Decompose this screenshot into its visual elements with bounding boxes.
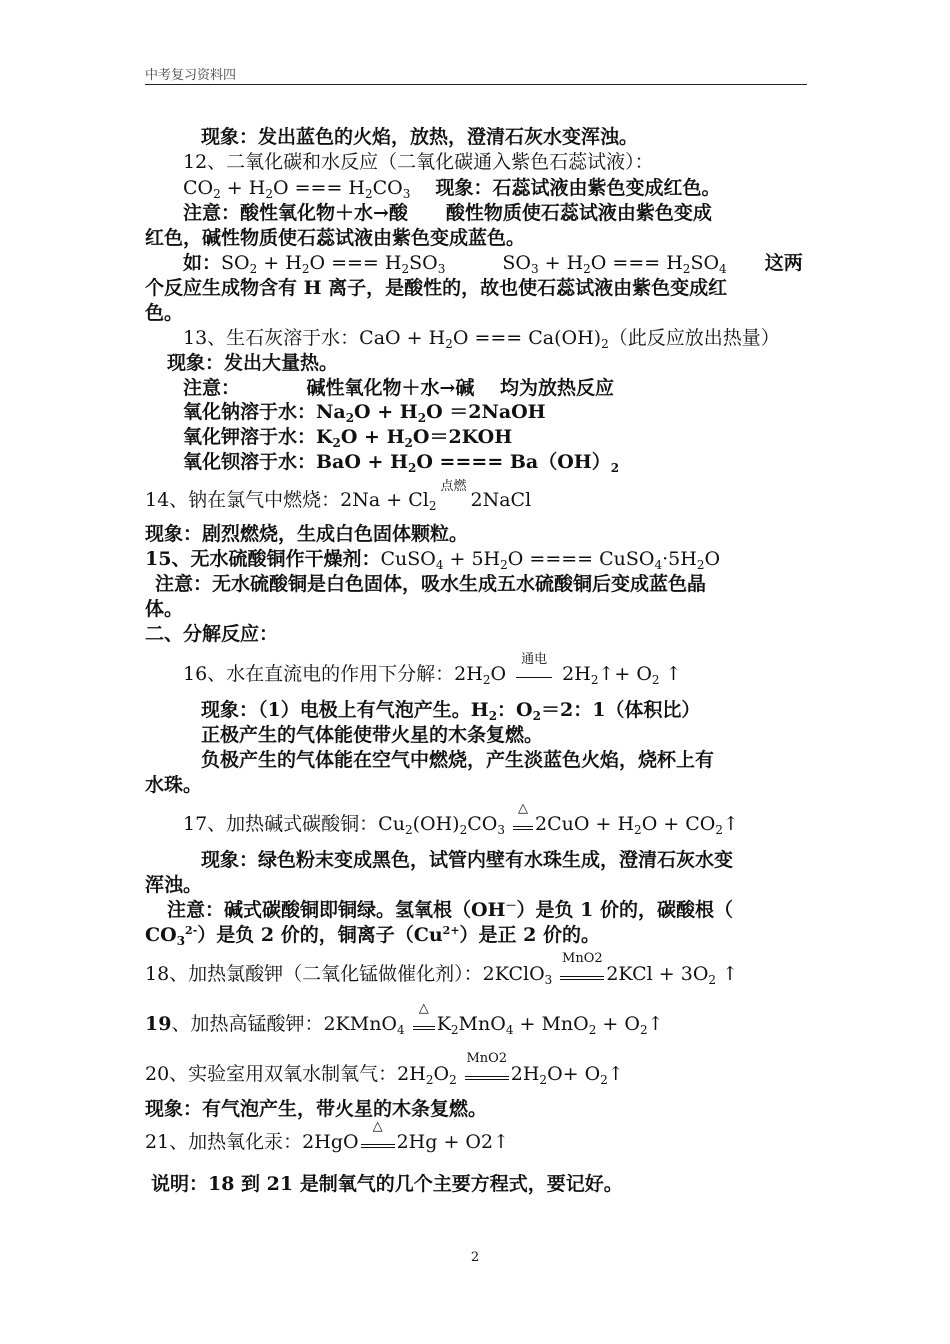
text-line: 如：$SO_2 + H_2O$ === $H_2SO_3$ $SO_3 + H_2O$ === $H_2SO_4$ 这两 — [183, 252, 803, 276]
text-line: 注意：碱式碳酸铜即铜绿。氢氧根（OH－）是负 1 价的，碳酸根（ — [167, 899, 733, 921]
text-line: 色。 — [145, 302, 184, 324]
text-line: 14、钠在氯气中燃烧：$2Na + Cl_2$ 点燃 2NaCl — [145, 479, 532, 513]
text-line: 水珠。 — [145, 774, 203, 796]
text-line: 个反应生成物含有 H 离子，是酸性的，故也使石蕊试液由紫色变成红 — [145, 277, 728, 299]
text-line: 注意：酸性氧化物＋水→酸 酸性物质使石蕊试液由紫色变成 — [183, 202, 712, 224]
text-line: 氧化钡溶于水：BaO + $H_2O$ ==== $Ba(OH)_2$ — [183, 451, 620, 475]
text-line: 注意：无水硫酸铜是白色固体，吸水生成五水硫酸铜后变成蓝色晶 — [155, 573, 707, 595]
text-line: 现象：发出大量热。 — [167, 352, 339, 374]
text-line: 17、加热碱式碳酸铜：$Cu_2(OH)_2CO_3$ △ $2CuO + H_2O$ + $CO_2↑$ — [183, 801, 739, 837]
text-line: 现象：绿色粉末变成黑色，试管内壁有水珠生成，澄清石灰水变 — [201, 849, 734, 871]
text-line: 体。 — [145, 598, 184, 620]
header-rule — [145, 84, 807, 85]
text-line: 现象：剧烈燃烧，生成白色固体颗粒。 — [145, 523, 469, 545]
text-line: $CO_3^{2-}$）是负 2 价的，铜离子$(Cu^{2+})$是正 2 价的。 — [145, 924, 600, 948]
text-line: 说明：18 到 21 是制氧气的几个主要方程式，要记好。 — [151, 1173, 623, 1195]
text-line: 13、生石灰溶于水：CaO + $H_2O$ === $Ca(OH)_2$（此反应放出热量） — [183, 327, 780, 351]
text-line: 16、水在直流电的作用下分解：$2H_2O$ 通电 $2H_2↑+ O_2$ ↑ — [183, 652, 682, 687]
text-line: 现象：（1）电极上有气泡产生。$H_2$：$O_2=2$：1（体积比） — [201, 699, 701, 723]
text-line: 氧化钠溶于水：$Na_2O + H_2O$ ＝2NaOH — [183, 401, 546, 425]
text-line: 21、加热氧化汞：2HgO △ 2Hg + O2↑ — [145, 1119, 509, 1153]
text-line: 负极产生的气体能在空气中燃烧，产生淡蓝色火焰，烧杯上有 — [201, 749, 715, 771]
text-line: 19、加热高锰酸钾：2KMnO$_4$ △ $K_2MnO_4 + MnO_2$ + $O_2↑$ — [145, 1001, 664, 1037]
text-line: 18、加热氯酸钾（二氧化锰做催化剂）：2KClO$_3$ MnO2 $2KCl + 3O_2$ ↑ — [145, 951, 739, 987]
text-line: 氧化钾溶于水：$K_2O + H_2O=2KOH$ — [183, 426, 513, 450]
page-number: 2 — [470, 1250, 480, 1265]
text-line: 15、无水硫酸铜作干燥剂：CuSO$_4$ + $5H_2O$ ==== $CuSO_4\cdot 5H_2O$ — [145, 548, 721, 572]
text-line: 正极产生的气体能使带火星的木条复燃。 — [201, 724, 544, 746]
text-line: 现象：发出蓝色的火焰，放热，澄清石灰水变浑浊。 — [201, 126, 639, 148]
text-line: 红色，碱性物质使石蕊试液由紫色变成蓝色。 — [145, 227, 526, 249]
text-line: 20、实验室用双氧水制氧气：$2H_2O_2$ MnO2 $2H_2O+$ $O_2↑$ — [145, 1051, 624, 1087]
page-header: 中考复习资料四 — [145, 68, 237, 83]
text-line: 12、二氧化碳和水反应（二氧化碳通入紫色石蕊试液）： — [183, 151, 654, 173]
text-line: $CO_2 + H_2O$ === $H_2CO_3$ 现象：石蕊试液由紫色变成红色。 — [183, 177, 721, 201]
text-line: 现象：有气泡产生，带火星的木条复燃。 — [145, 1098, 488, 1120]
text-line: 二、分解反应： — [145, 623, 279, 645]
text-line: 注意： 碱性氧化物＋水→碱 均为放热反应 — [183, 377, 615, 399]
text-line: 浑浊。 — [145, 874, 203, 896]
